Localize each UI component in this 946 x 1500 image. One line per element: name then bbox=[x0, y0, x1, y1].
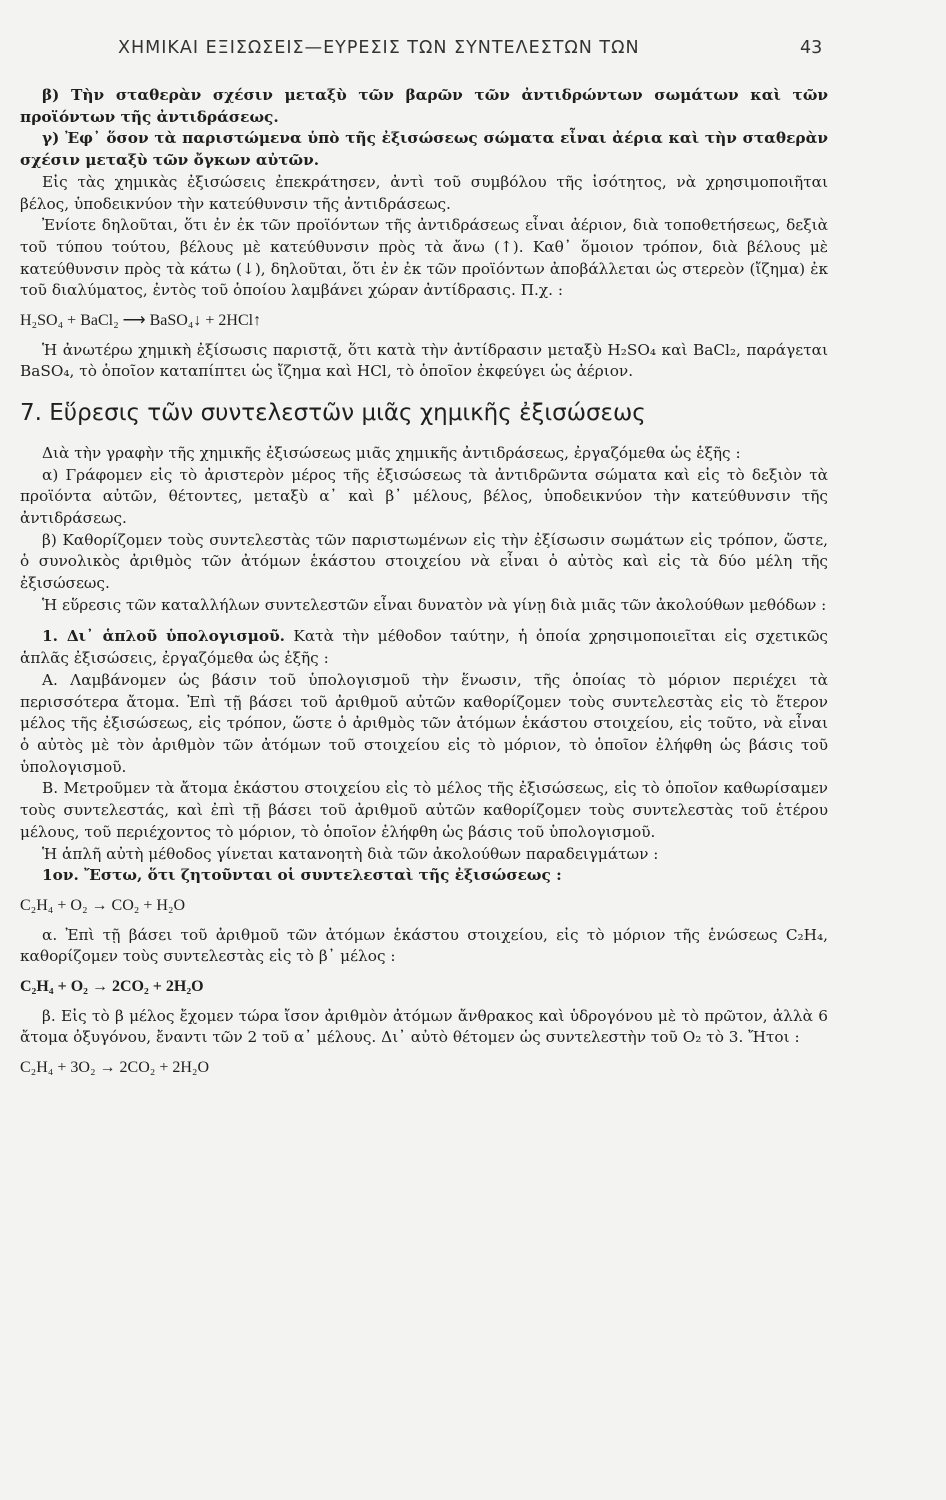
paragraph: Ἡ ἀνωτέρω χημικὴ ἐξίσωσις παριστᾷ, ὅτι κατὰ τὴν ἀντίδρασιν μεταξὺ H₂SO₄ καὶ BaCl₂, παράγεται BaSO₄, τὸ ὁποῖον καταπίπτει ὡς ἴζημα καὶ HCl, τὸ ὁποῖον ἐκφεύγει ὡς ἀέριον. bbox=[20, 340, 828, 381]
paragraph: Ἐνίοτε δηλοῦται, ὅτι ἐν ἐκ τῶν προϊόντων τῆς ἀντιδράσεως εἶναι ἀέριον, διὰ τοποθετήσεως, δεξιὰ τοῦ τύπου τούτου, βέλους μὲ κατεύθυνσιν πρὸς τὰ ἄνω (↑). Καθ᾿ ὅμοιον τρόπον, διὰ βέλους μὲ κατεύθυνσιν πρὸς τὰ κάτω (↓), δηλοῦται, ὅτι ἐν ἐκ τῶν προϊόντων ἀποβάλλεται ὡς στερεὸν (ἴζημα) ἐκ τοῦ διαλύματος, ἐντὸς τοῦ ὁποίου λαμβάνει χώραν ἀντίδρασις. Π.χ. : bbox=[20, 216, 828, 300]
equation: C₂H₄ + 3O₂ → 2CO₂ + 2H₂O bbox=[20, 1059, 210, 1077]
method-1 bbox=[20, 626, 828, 669]
equation: C₂H₄ + O₂ → 2CO₂ + 2H₂O bbox=[20, 978, 204, 996]
paragraph: Ἡ εὕρεσις τῶν καταλλήλων συντελεστῶν εἶναι δυνατὸν νὰ γίνῃ διὰ μιᾶς τῶν ἀκολούθων μεθόδων : bbox=[42, 595, 827, 614]
paragraph: Εἰς τὰς χημικὰς ἐξισώσεις ἐπεκράτησεν, ἀντὶ τοῦ συμβόλου τῆς ἰσότητος, νὰ χρησιμοποιῆται βέλος, ὑποδεικνύον τὴν κατεύθυνσιν τῆς ἀντιδράσεως. bbox=[20, 172, 828, 213]
example-step-a: α. Ἐπὶ τῇ βάσει τοῦ ἀριθμοῦ τῶν ἀτόμων ἑκάστου στοιχείου, εἰς τὸ μόριον τῆς ἑνώσεως C₂H₄, καθορίζομεν τοὺς συντελεστὰς εἰς τὸ β᾿ μέλος : bbox=[20, 925, 828, 966]
example-step-b: β. Εἰς τὸ β μέλος ἔχομεν τώρα ἴσον ἀριθμὸν ἀτόμων ἄνθρακος καὶ ὑδρογόνου μὲ τὸ πρῶτον, ἀλλὰ 6 ἄτομα ὀξυγόνου, ἔναντι τῶν 2 τοῦ α᾿ μέλους. Δι᾿ αὐτὸ θέτομεν ὡς συντελεστὴν τοῦ O₂ τὸ 3. Ἤτοι : bbox=[20, 1006, 828, 1047]
paragraph: Διὰ τὴν γραφὴν τῆς χημικῆς ἐξισώσεως μιᾶς χημικῆς ἀντιδράσεως, ἐργαζόμεθα ὡς ἑξῆς : bbox=[42, 443, 741, 462]
point-c: γ) Ἐφ᾿ ὅσον τὰ παριστώμενα ὑπὸ τῆς ἐξισώσεως σώματα εἶναι ἀέρια καὶ τὴν σταθερὰν σχέσιν μεταξὺ τῶν ὄγκων αὐτῶν. bbox=[20, 129, 828, 170]
example-1-heading: 1ον. Ἔστω, ὅτι ζητοῦνται οἱ συντελεσταὶ τῆς ἐξισώσεως : bbox=[42, 866, 562, 885]
step-b: β) Καθορίζομεν τοὺς συντελεστὰς τῶν παριστωμένων εἰς τὴν ἐξίσωσιν σωμάτων εἰς τρόπον, ὥστε, ὁ συνολικὸς ἀριθμὸς τῶν ἀτόμων ἑκάστου στοιχείου νὰ εἶναι ὁ αὐτὸς καὶ εἰς τὰ δύο μέλη τῆς ἐξισώσεως. bbox=[20, 530, 828, 593]
page-body bbox=[20, 85, 828, 1087]
step-B: Β. Μετροῦμεν τὰ ἄτομα ἑκάστου στοιχείου εἰς τὸ μέλος τῆς ἐξισώσεως, εἰς τὸ ὁποῖον καθωρίσαμεν τοὺς συντελεστάς, καὶ ἐπὶ τῇ βάσει τοῦ ἀριθμοῦ αὐτῶν καθορίζομεν τοὺς συντελεστὰς τοῦ ἑτέρου μέλους, τοῦ περιέχοντος τὸ μόριον, τὸ ὁποῖον ἐλήφθη ὡς βάσις τοῦ ὑπολογισμοῦ. bbox=[20, 779, 828, 841]
step-A: Α. Λαμβάνομεν ὡς βάσιν τοῦ ὑπολογισμοῦ τὴν ἕνωσιν, τῆς ὁποίας τὸ μόριον περιέχει τὰ περισσότερα ἄτομα. Ἐπὶ τῇ βάσει τοῦ ἀριθμοῦ αὐτῶν καθορίζομεν τοὺς συντελεστὰς εἰς τὸ ἕτερον μέλος τῆς ἐξισώσεως, εἰς τρόπον, ὥστε ὁ ἀριθμὸς τῶν ἀτόμων ἑκάστου στοιχείου, εἰς τοῦτο, νὰ εἶναι ὁ αὐτὸς μὲ τὸν ἀριθμὸν τῶν ἀτόμων τοῦ στοιχείου εἰς τὸ μόριον, τὸ ὁποῖον ἐλήφθη ὡς βάσις τοῦ ὑπολογισμοῦ. bbox=[20, 670, 828, 776]
equation: H₂SO₄ + BaCl₂ ⟶ BaSO₄↓ + 2HCl↑ bbox=[20, 312, 262, 330]
paragraph: Ἡ ἁπλῆ αὐτὴ μέθοδος γίνεται κατανοητὴ διὰ τῶν ἀκολούθων παραδειγμάτων : bbox=[42, 844, 659, 863]
page-number: 43 bbox=[800, 38, 823, 58]
section-title: 7. Εὕρεσις τῶν συντελεστῶν μιᾶς χημικῆς ἐξισώσεως bbox=[20, 400, 646, 427]
running-header: ΧΗΜΙΚΑΙ ΕΞΙΣΩΣΕΙΣ—ΕΥΡΕΣΙΣ ΤΩΝ ΣΥΝΤΕΛΕΣΤΩΝ ΤΩΝ bbox=[118, 38, 640, 58]
step-a: α) Γράφομεν εἰς τὸ ἀριστερὸν μέρος τῆς ἐξισώσεως τὰ ἀντιδρῶντα σώματα καὶ εἰς τὸ δεξιὸν τὰ προϊόντα αὐτῶν, θέτοντες, μεταξὺ α᾿ καὶ β᾿ μέλους, βέλος, ὑποδεικνύον τὴν κατεύθυνσιν τῆς ἀντιδράσεως. bbox=[20, 465, 828, 527]
equation: C₂H₄ + O₂ → CO₂ + H₂O bbox=[20, 896, 186, 914]
method-1-heading: 1. Δι᾿ ἁπλοῦ ὑπολογισμοῦ. bbox=[42, 627, 286, 646]
point-b: β) Τὴν σταθερὰν σχέσιν μεταξὺ τῶν βαρῶν τῶν ἀντιδρώντων σωμάτων καὶ τῶν προϊόντων τῆς ἀντιδράσεως. bbox=[20, 86, 828, 126]
method-1-text: Κατὰ τὴν μέθοδον ταύτην, ἡ ὁποία χρησιμοποιεῖται εἰς σχετικῶς ἁπλᾶς ἐξισώσεις, ἐργαζόμεθα ὡς ἑξῆς : bbox=[20, 627, 828, 668]
